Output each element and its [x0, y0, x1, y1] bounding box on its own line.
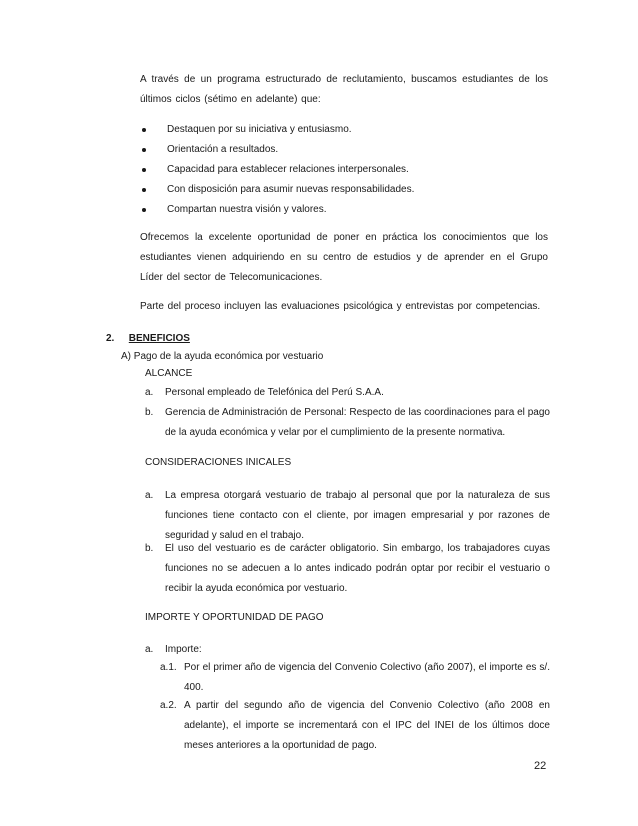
- item-marker: b.: [145, 543, 154, 554]
- item-text: Personal empleado de Telefónica del Perú S.A.A.: [165, 387, 384, 398]
- alcance-item-b: [145, 403, 550, 443]
- item-text: La empresa otorgará vestuario de trabajo al personal que por la naturaleza de sus funciones tiene contacto con el cliente, por imagen empresarial y por razones de seguridad y salud en el trabajo.: [165, 490, 550, 541]
- importe-label: IMPORTE Y OPORTUNIDAD DE PAGO: [145, 612, 324, 623]
- bullet-icon: [142, 128, 146, 132]
- alcance-label: ALCANCE: [145, 368, 193, 379]
- item-marker: b.: [145, 407, 154, 418]
- importe-subitem-a1: [160, 658, 550, 698]
- item-marker: a.: [145, 490, 154, 501]
- bullet-icon: [142, 188, 146, 192]
- bullet-icon: [142, 168, 146, 172]
- section-title: BENEFICIOS: [128, 333, 190, 344]
- process-paragraph: Parte del proceso incluyen las evaluaciones psicológica y entrevistas por competencias.: [140, 301, 541, 312]
- importe-item-a: [145, 640, 550, 660]
- bullet-icon: [142, 208, 146, 212]
- list-item-text: Con disposición para asumir nuevas responsabilidades.: [167, 184, 415, 195]
- offer-paragraph: Ofrecemos la excelente oportunidad de poner en práctica los conocimientos que los estudiantes vienen adquiriendo en su centro de estudios y de aprender en el Grupo Líder del sector de Telecomunicaciones.: [140, 232, 548, 283]
- item-text: Gerencia de Administración de Personal: Respecto de las coordinaciones para el pago de la ayuda económica y velar por el cumplimiento de la presente normativa.: [165, 407, 550, 438]
- consideraciones-label: CONSIDERACIONES INICALES: [145, 457, 292, 468]
- list-item: [140, 140, 550, 160]
- bullet-icon: [142, 148, 146, 152]
- consideraciones-item-a: [145, 486, 550, 546]
- list-item: [140, 200, 550, 220]
- list-item-text: Compartan nuestra visión y valores.: [167, 204, 327, 215]
- list-item: [140, 120, 550, 140]
- subitem-text: Por el primer año de vigencia del Convenio Colectivo (año 2007), el importe es s/. 400.: [184, 662, 550, 693]
- list-item: [140, 180, 550, 200]
- list-item-text: Destaquen por su iniciativa y entusiasmo.: [167, 124, 352, 135]
- section-heading: [106, 330, 638, 348]
- consideraciones-item-b: [145, 539, 550, 599]
- item-text: Importe:: [165, 644, 202, 655]
- list-item-text: Capacidad para establecer relaciones interpersonales.: [167, 164, 409, 175]
- subitem-marker: a.2.: [160, 700, 177, 711]
- page-number: 22: [534, 760, 547, 772]
- list-item: [140, 160, 550, 180]
- list-item-text: Orientación a resultados.: [167, 144, 279, 155]
- section-number: 2.: [106, 333, 115, 344]
- subitem-marker: a.1.: [160, 662, 177, 673]
- requirements-list: [140, 120, 550, 220]
- subitem-text: A partir del segundo año de vigencia del Convenio Colectivo (año 2008 en adelante), el importe se incrementará con el IPC del INEI de los últimos doce meses anteriores a la oportunidad de pago.: [184, 700, 550, 751]
- intro-paragraph: A través de un programa estructurado de reclutamiento, buscamos estudiantes de los últimos ciclos (sétimo en adelante) que:: [140, 74, 548, 105]
- item-marker: a.: [145, 644, 154, 655]
- alcance-item-a: [145, 383, 550, 403]
- item-marker: a.: [145, 387, 154, 398]
- item-text: El uso del vestuario es de carácter obligatorio. Sin embargo, los trabajadores cuyas funciones no se adecuen a lo antes indicado podrán optar por recibir el vestuario o recibir la ayuda económica por vestuario.: [165, 543, 550, 594]
- subsection-title: A) Pago de la ayuda económica por vestuario: [121, 351, 324, 362]
- importe-subitem-a2: [160, 696, 550, 756]
